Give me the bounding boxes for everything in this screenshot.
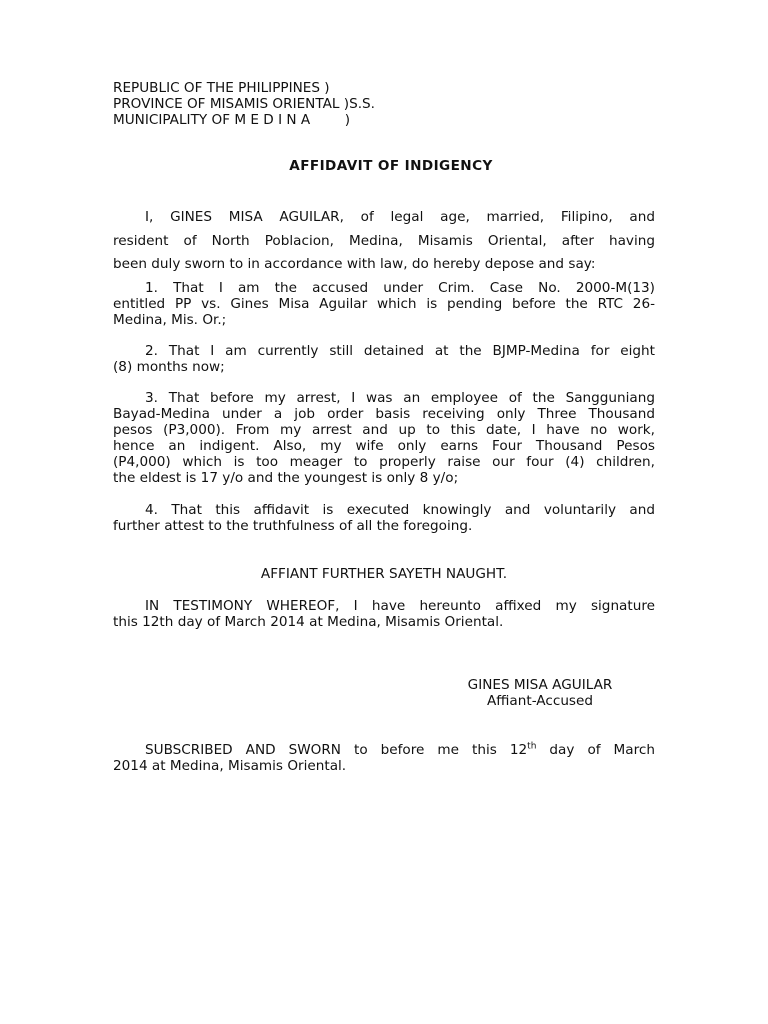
closing-statement: AFFIANT FURTHER SAYETH NAUGHT. bbox=[260, 566, 508, 582]
ordinal-suffix: th bbox=[527, 741, 537, 752]
jurat-line: 2014 at Medina, Misamis Oriental. bbox=[113, 758, 347, 774]
caption-line-province: PROVINCE OF MISAMIS ORIENTAL )S.S. bbox=[113, 96, 375, 112]
affiant-name: GINES MISA AGUILAR bbox=[467, 677, 613, 693]
document-title: AFFIDAVIT OF INDIGENCY bbox=[289, 158, 493, 174]
intro-line: been duly sworn to in accordance with law, do hereby depose and say: bbox=[113, 256, 596, 272]
intro-line: resident of North Poblacion, Medina, Misamis Oriental, after having bbox=[113, 232, 655, 249]
paragraph-line: pesos (P3,000). From my arrest and up to this date, I have no work, bbox=[113, 422, 655, 438]
paragraph-line: 1. That I am the accused under Crim. Case No. 2000-M(13) bbox=[145, 280, 655, 296]
caption-line-municipality: MUNICIPALITY OF M E D I N A ) bbox=[113, 112, 351, 128]
paragraph-line: (P4,000) which is too meager to properly raise our four (4) children, bbox=[113, 454, 655, 470]
paragraph-4 bbox=[113, 502, 655, 534]
paragraph-3 bbox=[113, 390, 655, 486]
paragraph-line: (8) months now; bbox=[113, 359, 225, 375]
paragraph-2 bbox=[113, 343, 655, 375]
caption-line-republic: REPUBLIC OF THE PHILIPPINES ) bbox=[113, 80, 330, 96]
signature-block bbox=[440, 677, 640, 709]
paragraph-1 bbox=[113, 280, 655, 328]
paragraph-line: hence an indigent. Also, my wife only earns Four Thousand Pesos bbox=[113, 438, 655, 454]
testimony-paragraph bbox=[113, 598, 655, 630]
paragraph-line: the eldest is 17 y/o and the youngest is only 8 y/o; bbox=[113, 470, 459, 486]
paragraph-line: further attest to the truthfulness of all the foregoing. bbox=[113, 518, 473, 534]
jurat-text: SUBSCRIBED AND SWORN to before me this 12 bbox=[145, 742, 528, 758]
paragraph-line: IN TESTIMONY WHEREOF, I have hereunto affixed my signature bbox=[145, 598, 655, 614]
paragraph-line: entitled PP vs. Gines Misa Aguilar which is pending before the RTC 26- bbox=[113, 296, 655, 312]
paragraph-line: 2. That I am currently still detained at the BJMP-Medina for eight bbox=[145, 343, 655, 359]
paragraph-line: this 12th day of March 2014 at Medina, Misamis Oriental. bbox=[113, 614, 504, 630]
intro-paragraph bbox=[113, 206, 655, 277]
paragraph-line: 3. That before my arrest, I was an employee of the Sangguniang bbox=[145, 390, 655, 406]
affiant-role: Affiant-Accused bbox=[486, 693, 594, 709]
paragraph-line: Bayad-Medina under a job order basis receiving only Three Thousand bbox=[113, 406, 655, 422]
paragraph-line: Medina, Mis. Or.; bbox=[113, 312, 227, 328]
jurat-paragraph bbox=[113, 742, 655, 774]
venue-caption bbox=[113, 80, 655, 128]
intro-line: I, GINES MISA AGUILAR, of legal age, married, Filipino, and bbox=[145, 209, 655, 225]
paragraph-line: 4. That this affidavit is executed knowingly and voluntarily and bbox=[145, 502, 655, 518]
jurat-line bbox=[113, 742, 655, 758]
jurat-text: day of March bbox=[536, 742, 655, 758]
